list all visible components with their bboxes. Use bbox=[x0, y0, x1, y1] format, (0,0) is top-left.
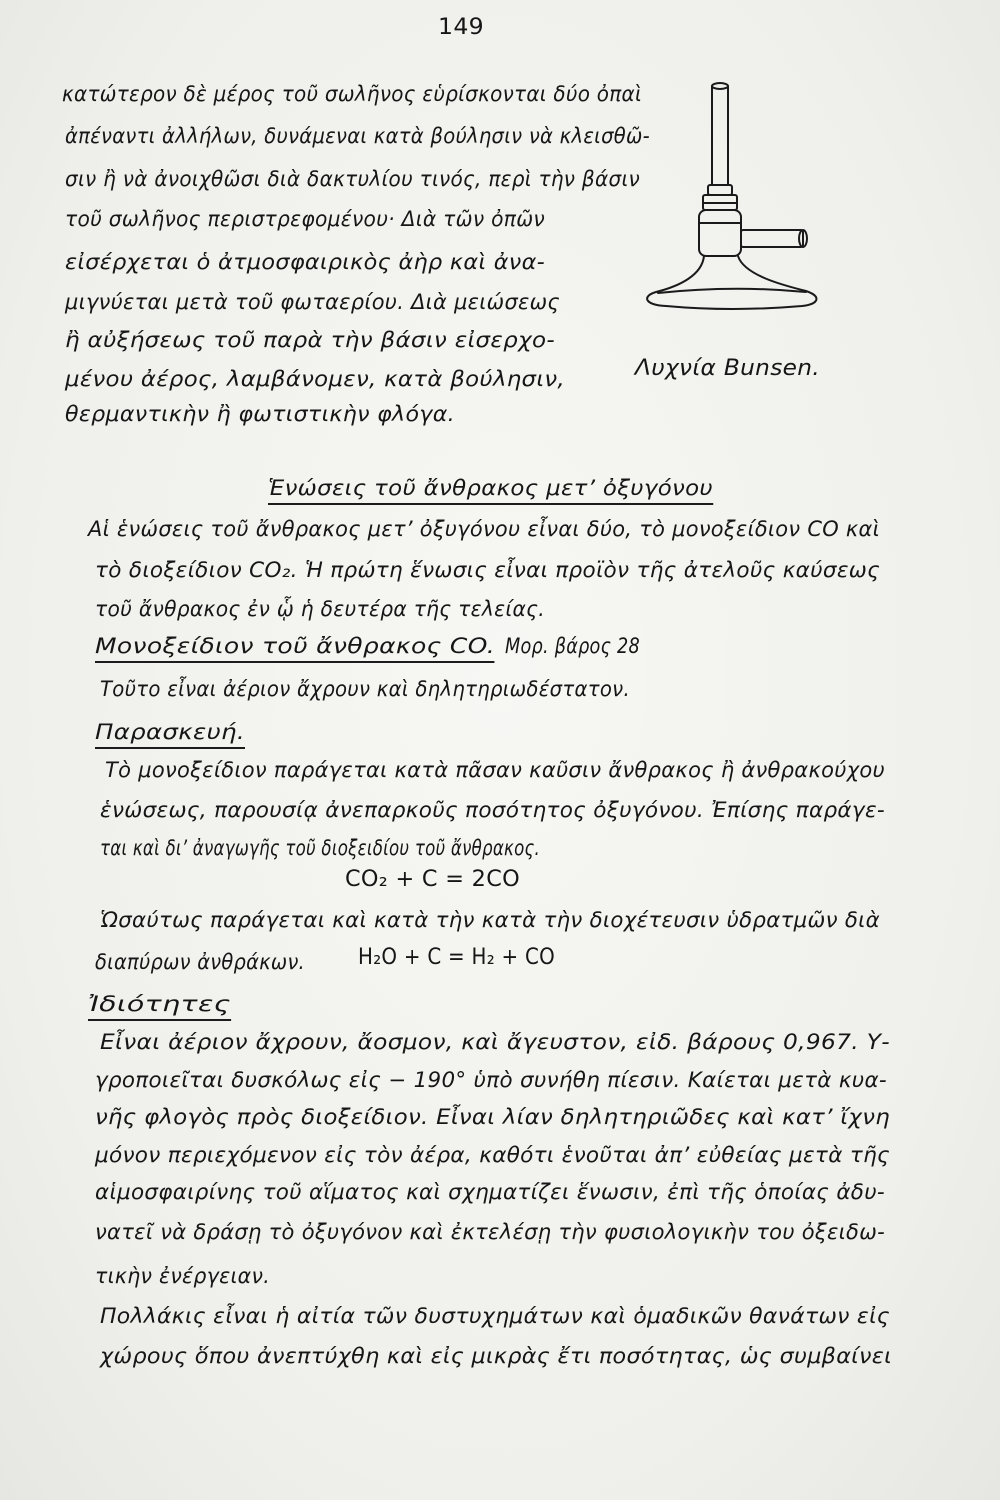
paragraph-line bbox=[95, 1262, 270, 1292]
bunsen-text-line bbox=[65, 400, 455, 430]
paragraph-line bbox=[95, 1218, 885, 1248]
bunsen-text-line bbox=[62, 80, 642, 110]
bunsen-text-line bbox=[65, 365, 565, 395]
section-title-line bbox=[268, 474, 713, 504]
tube-top bbox=[712, 83, 728, 89]
equation-line bbox=[345, 866, 520, 896]
properties-heading: Ἰδιότητες bbox=[88, 990, 231, 1021]
text: σιν ἢ νὰ ἀνοιχθῶσι διὰ δακτυλίου τινός, περὶ τὴν βάσιν bbox=[65, 167, 640, 191]
text: τὸ διοξείδιον CO₂. Ἡ πρώτη ἕνωσις εἶναι προϊὸν τῆς ἀτελοῦς καύσεως bbox=[95, 558, 880, 582]
text: μιγνύεται μετὰ τοῦ φωταερίου. Διὰ μειώσεως bbox=[65, 290, 560, 314]
co-heading: Μονοξείδιον τοῦ ἄνθρακος CO. bbox=[95, 632, 495, 663]
text: ἑνώσεως, παρουσίᾳ ἀνεπαρκοῦς ποσότητος ὀξυγόνου. Ἐπίσης παράγε- bbox=[100, 798, 885, 822]
bunsen-burner-illustration bbox=[640, 75, 830, 315]
equation-2: H₂O + C = H₂ + CO bbox=[358, 945, 556, 970]
text: μόνον περιεχόμενον εἰς τὸν ἀέρα, καθότι ἑνοῦται ἀπ’ εὐθείας μετὰ τῆς bbox=[95, 1143, 890, 1167]
text: τοῦ ἄνθρακος ἐν ᾧ ἡ δευτέρα τῆς τελείας. bbox=[95, 597, 546, 621]
base-rim bbox=[658, 289, 806, 293]
text: χώρους ὅπου ἀνεπτύχθη καὶ εἰς μικρὰς ἔτι ποσότητας, ὡς συμβαίνει bbox=[100, 1344, 892, 1368]
text: διαπύρων ἀνθράκων. bbox=[95, 950, 306, 974]
bunsen-text-line bbox=[65, 248, 545, 278]
text: ται καὶ δι’ ἀναγωγῆς τοῦ διοξειδίου τοῦ ἄνθρακος. bbox=[100, 836, 541, 860]
text: τοῦ σωλῆνος περιστρεφομένου· Διὰ τῶν ὀπῶν bbox=[65, 207, 546, 231]
properties-heading-line bbox=[88, 990, 236, 1020]
gas-inlet-arm bbox=[741, 230, 803, 247]
text: κατώτερον δὲ μέρος τοῦ σωλῆνος εὑρίσκονται δύο ὀπαὶ bbox=[62, 82, 643, 106]
preparation-heading-line bbox=[95, 718, 245, 748]
page-number: 149 bbox=[438, 15, 484, 40]
paragraph-line bbox=[88, 515, 880, 545]
text: νῆς φλογὸς πρὸς διοξείδιον. Εἶναι λίαν δηλητηριῶδες καὶ κατ’ ἴχνη bbox=[95, 1105, 891, 1129]
figure-caption: Λυχνία Bunsen. bbox=[635, 356, 821, 381]
co-molar-weight: Μορ. βάρος 28 bbox=[505, 634, 641, 658]
paragraph-line bbox=[100, 1302, 890, 1332]
paragraph-line bbox=[100, 834, 540, 864]
text: μένου ἀέρος, λαμβάνομεν, κατὰ βούλησιν, bbox=[65, 367, 566, 391]
paragraph-line bbox=[95, 1141, 890, 1171]
text: τικὴν ἐνέργειαν. bbox=[95, 1264, 271, 1288]
paragraph-line bbox=[95, 948, 305, 978]
co-heading-line bbox=[95, 632, 495, 662]
bunsen-text-line bbox=[65, 165, 640, 195]
text: Τὸ μονοξείδιον παράγεται κατὰ πᾶσαν καῦσιν ἄνθρακος ἢ ἀνθρακούχου bbox=[105, 758, 886, 782]
text: Ὡσαύτως παράγεται καὶ κατὰ τὴν κατὰ τὴν διοχέτευσιν ὑδρατμῶν διὰ bbox=[100, 908, 880, 932]
bunsen-text-line bbox=[65, 288, 560, 318]
page-number-line bbox=[438, 14, 484, 44]
text: νατεῖ νὰ δράσῃ τὸ ὀξυγόνον καὶ ἐκτελέσῃ τὴν φυσιολογικὴν του ὀξειδω- bbox=[95, 1220, 885, 1244]
text: αἱμοσφαιρίνης τοῦ αἵματος καὶ σχηματίζει ἕνωσιν, ἐπὶ τῆς ὁποίας ἀδυ- bbox=[95, 1180, 885, 1204]
section-title: Ἑνώσεις τοῦ ἄνθρακος μετ’ ὀξυγόνου bbox=[268, 474, 713, 505]
text: εἰσέρχεται ὁ ἀτμοσφαιρικὸς ἀὴρ καὶ ἀνα- bbox=[65, 250, 546, 274]
bunsen-text-line bbox=[65, 205, 545, 235]
paragraph-line bbox=[95, 556, 880, 586]
equation-1: CO₂ + C = 2CO bbox=[345, 867, 521, 892]
bunsen-text-line bbox=[65, 122, 650, 152]
co-description: Τοῦτο εἶναι ἀέριον ἄχρουν καὶ δηλητηριωδέστατον. bbox=[100, 677, 630, 701]
paragraph-line bbox=[105, 756, 885, 786]
paragraph-line bbox=[95, 1103, 890, 1133]
figure-caption-line bbox=[635, 355, 820, 385]
paragraph-line bbox=[95, 1178, 885, 1208]
text: ἀπέναντι ἀλλήλων, δυνάμεναι κατὰ βούλησιν νὰ κλεισθῶ- bbox=[65, 124, 650, 148]
text: θερμαντικὴν ἢ φωτιστικὴν φλόγα. bbox=[65, 402, 455, 426]
text: ἢ αὐξήσεως τοῦ παρὰ τὴν βάσιν εἰσερχο- bbox=[65, 328, 556, 352]
paragraph-line bbox=[100, 906, 880, 936]
preparation-heading: Παρασκευή. bbox=[95, 718, 245, 749]
paragraph-line bbox=[100, 675, 630, 705]
paragraph-line bbox=[95, 1066, 887, 1096]
paragraph-line bbox=[95, 595, 545, 625]
burner-base bbox=[647, 256, 816, 309]
paragraph-line bbox=[100, 1342, 892, 1372]
tube-band bbox=[708, 185, 732, 195]
text: γροποιεῖται δυσκόλως εἰς − 190° ὑπὸ συνήθη πίεσιν. Καίεται μετὰ κυα- bbox=[95, 1068, 887, 1092]
text: Αἱ ἑνώσεις τοῦ ἄνθρακος μετ’ ὀξυγόνου εἶναι δύο, τὸ μονοξείδιον CO καὶ bbox=[88, 517, 881, 541]
bunsen-text-line bbox=[65, 326, 555, 356]
equation-line bbox=[358, 944, 555, 974]
text: Εἶναι ἀέριον ἄχρουν, ἄοσμον, καὶ ἄγευστον, εἰδ. βάρους 0,967. Υ- bbox=[100, 1030, 890, 1054]
paragraph-line bbox=[100, 796, 885, 826]
text: Πολλάκις εἶναι ἡ αἰτία τῶν δυστυχημάτων καὶ ὁμαδικῶν θανάτων εἰς bbox=[100, 1304, 890, 1328]
burner-collar bbox=[699, 210, 741, 256]
paragraph-line bbox=[100, 1028, 890, 1058]
co-molar-weight-line bbox=[505, 632, 640, 662]
